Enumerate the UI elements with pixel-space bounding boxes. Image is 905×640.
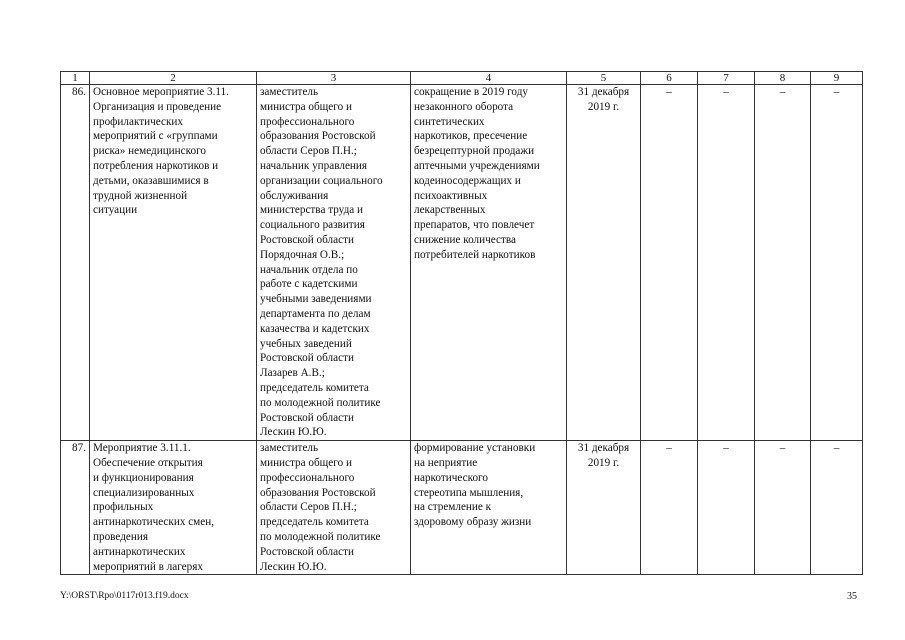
text-line: учебных заведений bbox=[260, 337, 352, 350]
text-line: Ростовской области bbox=[260, 233, 354, 246]
text-line: Ростовской области bbox=[260, 545, 354, 558]
column-header: 5 bbox=[567, 72, 641, 85]
text-line: 2019 г. bbox=[587, 100, 620, 113]
text-line: Порядочная О.В.; bbox=[260, 248, 345, 261]
value-cell-c9: – bbox=[811, 441, 863, 575]
text-line: стереотипа мышления, bbox=[414, 486, 524, 499]
column-header: 1 bbox=[61, 72, 90, 85]
text-line: наркотиков, пресечение bbox=[414, 130, 528, 143]
text-line: безрецептурной продажи bbox=[414, 145, 535, 158]
text-line: Лескин Ю.Ю. bbox=[260, 426, 327, 439]
text-line: потребления наркотиков и bbox=[93, 159, 219, 172]
column-header: 6 bbox=[641, 72, 698, 85]
text-line: аптечными учреждениями bbox=[414, 159, 540, 172]
text-line: и функционирования bbox=[93, 471, 194, 484]
text-line: Ростовской области bbox=[260, 352, 354, 365]
measure-name-cell bbox=[90, 441, 257, 575]
value-cell-c7: – bbox=[698, 85, 755, 441]
text-line: Организация и проведение bbox=[93, 100, 222, 113]
row-number-cell: 86. bbox=[61, 85, 90, 441]
text-line: образования Ростовской bbox=[260, 486, 376, 499]
value-cell-c9: – bbox=[811, 85, 863, 441]
measures-table bbox=[60, 71, 863, 575]
text-line: образования Ростовской bbox=[260, 130, 376, 143]
deadline-cell bbox=[567, 85, 641, 441]
text-line: по молодежной политике bbox=[260, 396, 381, 409]
text-line: сокращение в 2019 году bbox=[414, 86, 528, 98]
table-row bbox=[61, 85, 863, 441]
text-line: антинаркотических смен, bbox=[93, 516, 215, 529]
result-cell bbox=[411, 85, 567, 441]
text-line: мероприятий в лагерях bbox=[93, 560, 203, 573]
measure-name-cell bbox=[90, 85, 257, 441]
text-line: 31 декабря bbox=[577, 442, 630, 455]
value-cell-c8: – bbox=[755, 441, 811, 575]
text-line: Лазарев А.В.; bbox=[260, 367, 325, 380]
text-line: Лескин Ю.Ю. bbox=[260, 560, 327, 573]
page-number: 35 bbox=[847, 591, 857, 602]
deadline-cell bbox=[567, 441, 641, 575]
text-line: министерства труда и bbox=[260, 204, 364, 217]
text-line: наркотического bbox=[414, 471, 488, 484]
text-line: специализированных bbox=[93, 486, 195, 499]
text-line: председатель комитета bbox=[260, 516, 369, 529]
text-line: учебными заведениями bbox=[260, 293, 372, 306]
column-header: 4 bbox=[411, 72, 567, 85]
text-line: на стремление к bbox=[414, 501, 492, 514]
text-line: Обеспечение открытия bbox=[93, 456, 203, 469]
column-header: 8 bbox=[755, 72, 811, 85]
text-line: профессионального bbox=[260, 115, 355, 128]
text-line: формирование установки bbox=[414, 442, 536, 455]
text-line: министра общего и bbox=[260, 456, 352, 469]
text-line: риска» немедицинского bbox=[93, 145, 206, 158]
text-line: заместитель bbox=[260, 86, 319, 98]
text-line: здоровому образу жизни bbox=[414, 516, 532, 529]
text-line: на неприятие bbox=[414, 456, 478, 469]
table-body bbox=[61, 85, 863, 575]
column-header: 7 bbox=[698, 72, 755, 85]
text-line: 2019 г. bbox=[587, 456, 620, 469]
text-line: мероприятий с «группами bbox=[93, 130, 218, 143]
text-line: организации социального bbox=[260, 174, 383, 187]
result-cell bbox=[411, 441, 567, 575]
text-line: министра общего и bbox=[260, 100, 352, 113]
value-cell-c6: – bbox=[641, 85, 698, 441]
text-line: начальник управления bbox=[260, 159, 368, 172]
text-line: социального развития bbox=[260, 219, 365, 232]
file-path: Y:\ORST\Rpo\0117r013.f19.docx bbox=[60, 591, 189, 601]
column-header: 2 bbox=[90, 72, 257, 85]
text-line: психоактивных bbox=[414, 189, 488, 202]
value-cell-c6: – bbox=[641, 441, 698, 575]
text-line: области Серов П.Н.; bbox=[260, 501, 357, 514]
text-line: синтетических bbox=[414, 115, 485, 128]
value-cell-c7: – bbox=[698, 441, 755, 575]
text-line: препаратов, что повлечет bbox=[414, 219, 535, 232]
column-number-row bbox=[61, 72, 863, 85]
text-line: обслуживания bbox=[260, 189, 329, 202]
text-line: трудной жизненной bbox=[93, 189, 188, 202]
text-line: детьми, оказавшимися в bbox=[93, 174, 209, 187]
text-line: казачества и кадетских bbox=[260, 322, 370, 335]
text-line: 31 декабря bbox=[577, 86, 630, 98]
text-line: потребителей наркотиков bbox=[414, 248, 536, 261]
text-line: профилактических bbox=[93, 115, 183, 128]
text-line: Основное мероприятие 3.11. bbox=[93, 86, 229, 98]
text-line: ситуации bbox=[93, 204, 138, 217]
text-line: незаконного оборота bbox=[414, 100, 514, 113]
text-line: кодеиносодержащих и bbox=[414, 174, 521, 187]
column-header: 3 bbox=[257, 72, 411, 85]
text-line: профессионального bbox=[260, 471, 355, 484]
text-line: начальник отдела по bbox=[260, 263, 358, 276]
text-line: Ростовской области bbox=[260, 411, 354, 424]
column-header: 9 bbox=[811, 72, 863, 85]
text-line: по молодежной политике bbox=[260, 530, 381, 543]
text-line: лекарственных bbox=[414, 204, 486, 217]
text-line: проведения bbox=[93, 530, 148, 543]
text-line: области Серов П.Н.; bbox=[260, 145, 357, 158]
text-line: департамента по делам bbox=[260, 307, 371, 320]
text-line: профильных bbox=[93, 501, 154, 514]
text-line: работе с кадетскими bbox=[260, 278, 358, 291]
text-line: заместитель bbox=[260, 442, 319, 455]
text-line: снижение количества bbox=[414, 233, 516, 246]
row-number-cell: 87. bbox=[61, 441, 90, 575]
responsible-cell bbox=[257, 85, 411, 441]
text-line: председатель комитета bbox=[260, 381, 369, 394]
responsible-cell bbox=[257, 441, 411, 575]
table-row bbox=[61, 441, 863, 575]
value-cell-c8: – bbox=[755, 85, 811, 441]
text-line: антинаркотических bbox=[93, 545, 186, 558]
text-line: Мероприятие 3.11.1. bbox=[93, 442, 191, 455]
